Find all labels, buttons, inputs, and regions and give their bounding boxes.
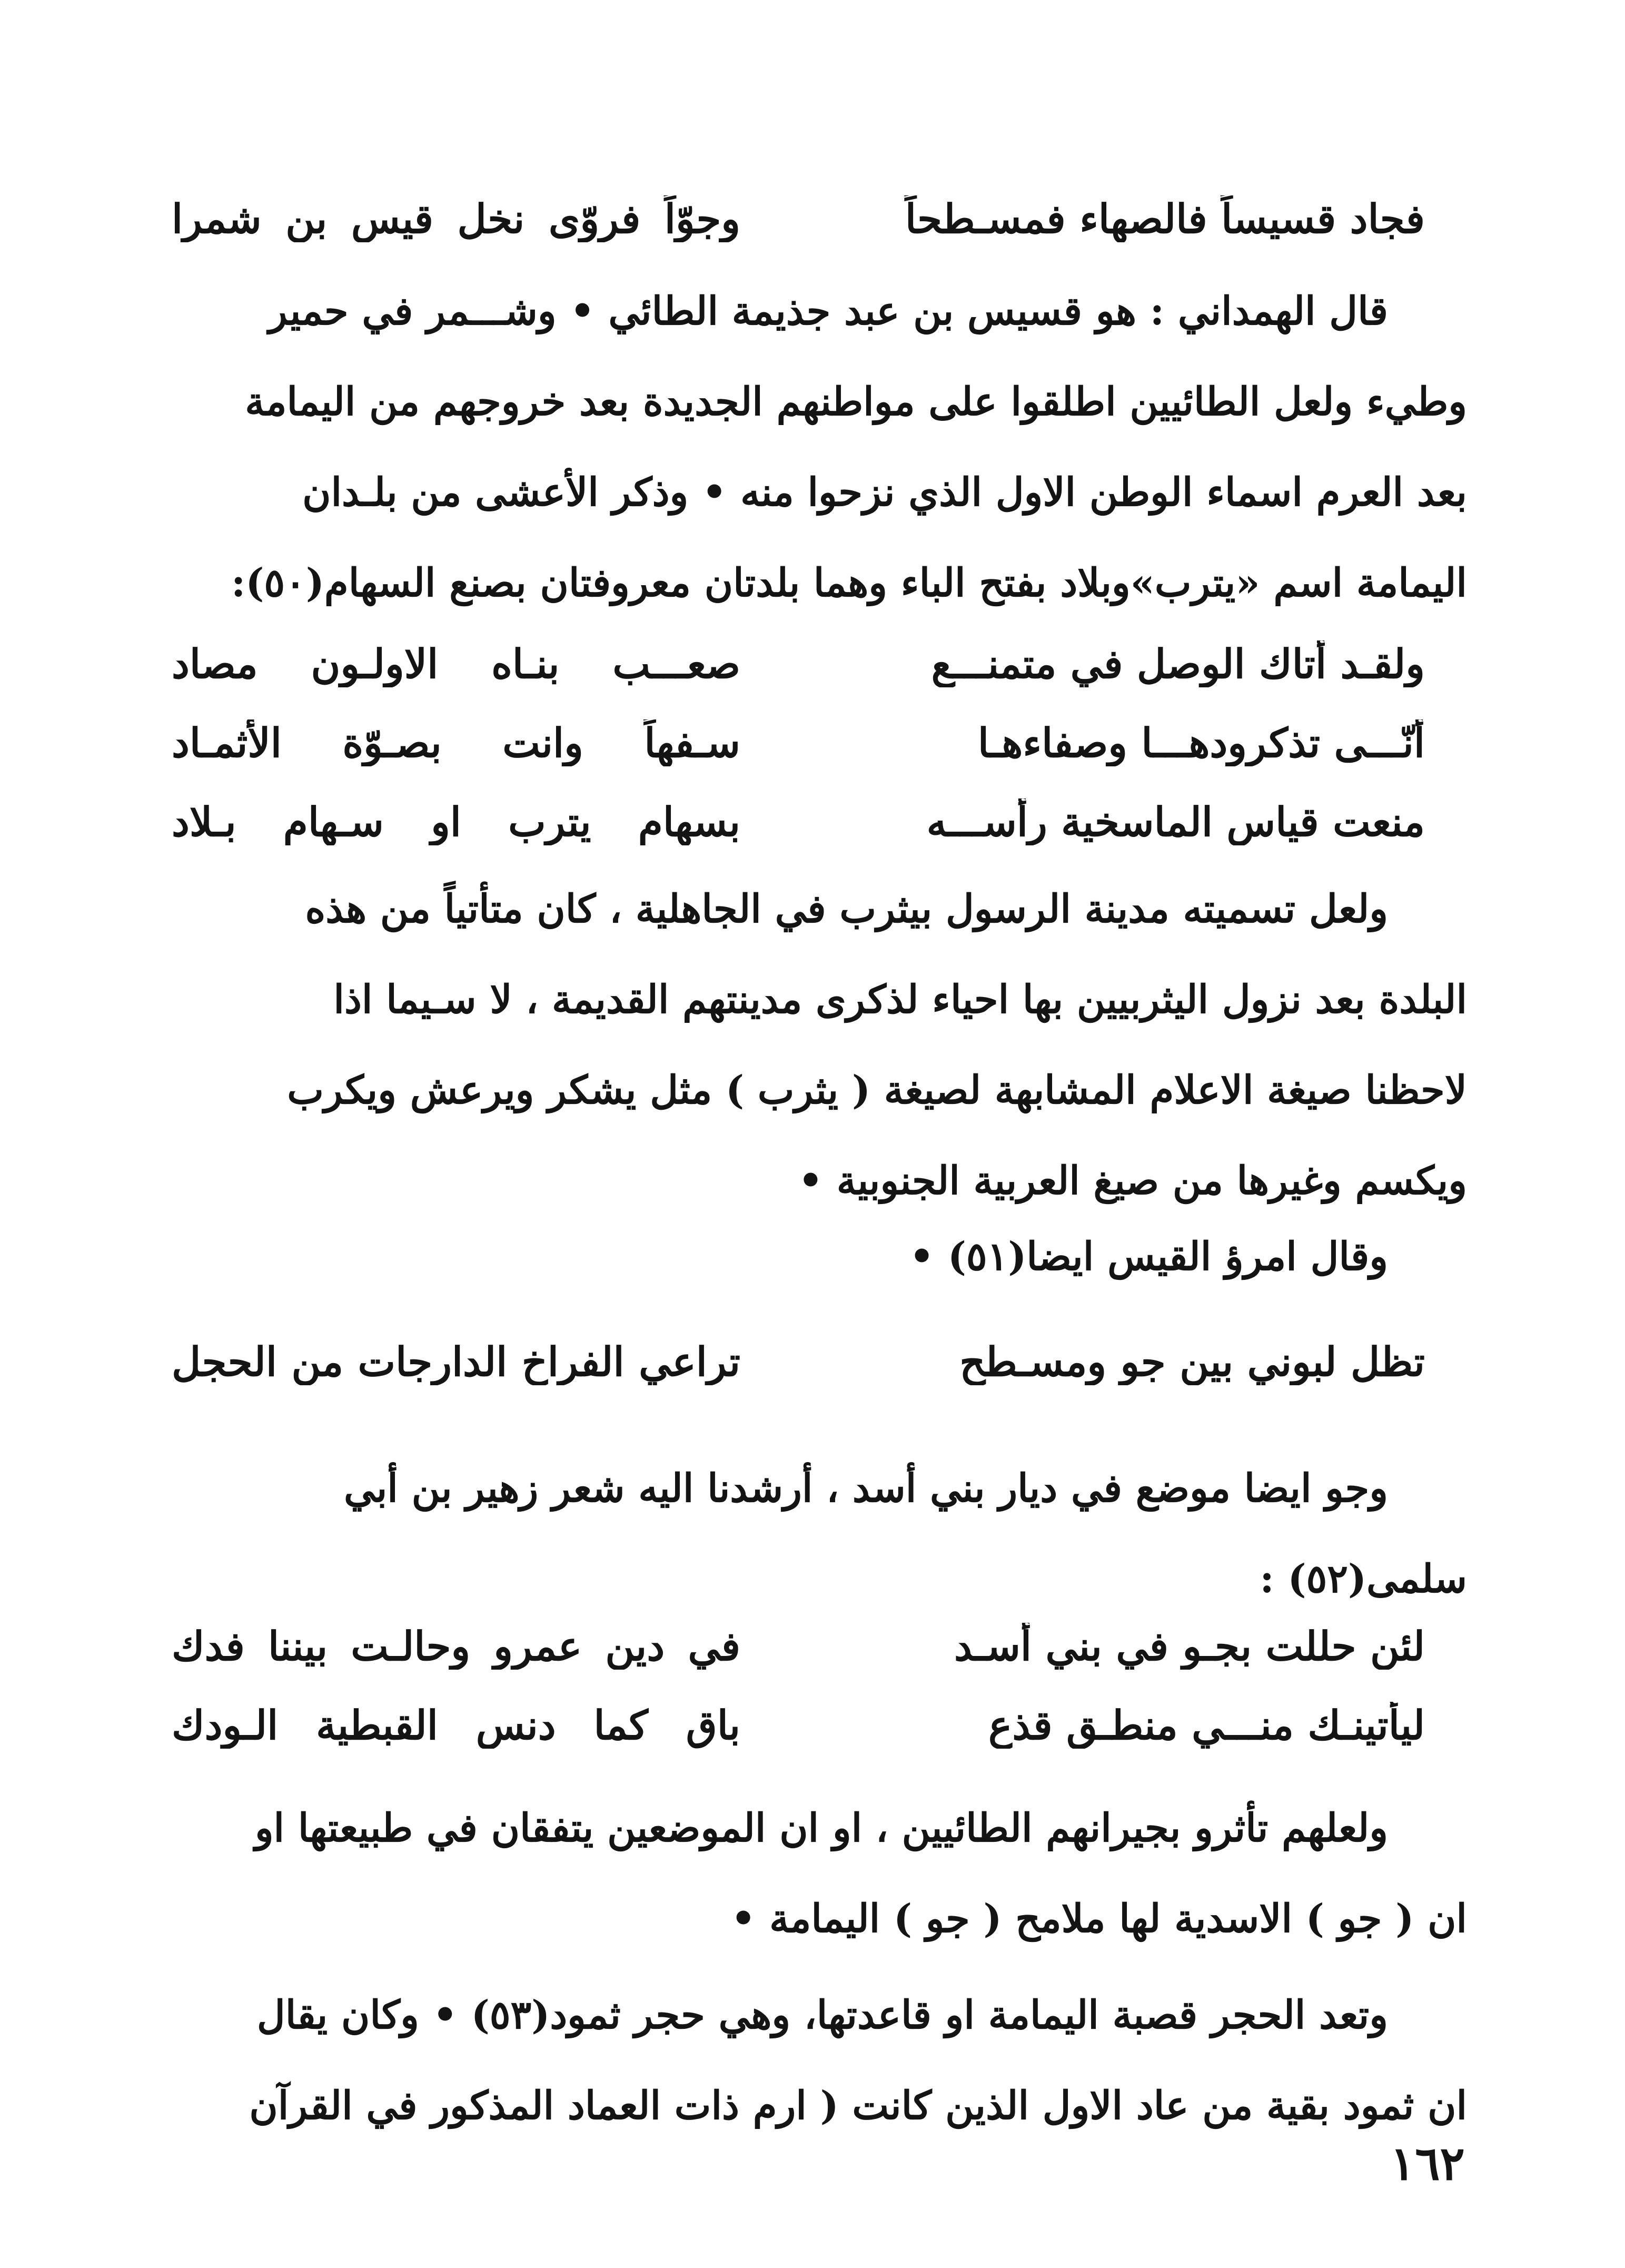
verse-hemistich-first: لئن حللت بجـو في بني أسـد <box>954 1622 1425 1670</box>
text-line: قال الهمداني : هو قسيس بن عبد جذيمة الطائي • وشـــمر في حمير <box>268 289 1388 334</box>
verse-hemistich-second: باق كما دنس القبطية الـودك <box>172 1701 740 1749</box>
verse-block-4 <box>172 1606 1425 1764</box>
verse-hemistich-second: في دين عمرو وحالـت بيننا فدك <box>172 1622 740 1670</box>
paragraph-4 <box>161 1443 1467 1624</box>
verse-hemistich-first: ولقـد أتاك الوصل في متمنـــع <box>931 640 1425 687</box>
paragraph-1 <box>161 266 1467 628</box>
text-line: سلمى(٥٢) : <box>1260 1556 1467 1602</box>
text-line: البلدة بعد نزول اليثربيين بها احياء لذكرى مدينتهم القديمة ، لا سـيما اذا <box>333 977 1467 1022</box>
verse-hemistich-first: منعت قياس الماسخية رأســـه <box>926 798 1425 845</box>
text-line: وتعد الحجر قصبة اليمامة او قاعدتها، وهي حجر ثمود(٥٣) • وكان يقال <box>256 1993 1388 2038</box>
verse-hemistich-first: تظل لبوني بين جو ومسـطح <box>959 1338 1425 1385</box>
verse-row <box>172 1606 1425 1685</box>
verse-hemistich-second: تراعي الفراخ الدارجات من الحجل <box>172 1338 740 1385</box>
paragraph-6 <box>161 1970 1467 2151</box>
text-line: ولعل تسميته مدينة الرسول بيثرب في الجاهلية ، كان متأتياً من هذه <box>305 886 1388 932</box>
text-line: وقال امرؤ القيس ايضا(٥١) • <box>909 1234 1388 1279</box>
text-line: وجو ايضا موضع في ديار بني أسد ، أرشدنا اليه شعر زهير بن أبي <box>344 1466 1388 1511</box>
verse-block-3 <box>172 1322 1425 1401</box>
verse-hemistich-first: ليأتينـك منـــي منطـق قذع <box>988 1701 1425 1749</box>
verse-row <box>172 1685 1425 1764</box>
verse-hemistich-first: أنّـــى تذكرودهـــا وصفاءهـا <box>977 719 1425 766</box>
text-line: ان ( جو ) الاسدية لها ملامح ( جو ) اليمامة • <box>731 1896 1467 1941</box>
verse-row <box>172 179 1425 258</box>
page-number: ١٦٢ <box>1390 2136 1465 2191</box>
verse-hemistich-first: فجاد قسيساً فالصهاء فمسـطحاً <box>905 195 1425 242</box>
verse-row <box>172 782 1425 861</box>
verse-hemistich-second: بسهام يترب او سـهام بـلاد <box>172 798 740 845</box>
paragraph-2 <box>161 864 1467 1226</box>
text-line: ويكسم وغيرها من صيغ العربية الجنوبية • <box>798 1158 1467 1204</box>
text-line: ولعلهم تأثرو بجيرانهم الطائيين ، او ان الموضعين يتفقان في طبيعتها او <box>254 1806 1388 1851</box>
text-line: اليمامة اسم «يترب»وبلاد بفتح الباء وهما بلدتان معروفتان بصنع السهام(٥٠): <box>231 560 1467 606</box>
paragraph-3 <box>161 1211 1467 1302</box>
verse-block-1 <box>172 179 1425 258</box>
text-line: ان ثمود بقية من عاد الاول الذين كانت ( ارم ذات العماد المذكور في القرآن <box>249 2083 1467 2128</box>
text-line: لاحظنا صيغة الاعلام المشابهة لصيغة ( يثرب ) مثل يشكر ويرعش ويكرب <box>287 1068 1467 1113</box>
verse-hemistich-second: وجوّاً فروّى نخل قيس بن شمرا <box>172 195 740 242</box>
text-line: بعد العرم اسماء الوطن الاول الذي نزحوا منه • وذكر الأعشى من بلـدان <box>302 470 1467 515</box>
verse-block-2 <box>172 624 1425 861</box>
verse-hemistich-second: سـفهاً وانت بصـوّة الأثمـاد <box>172 719 740 766</box>
verse-row <box>172 1322 1425 1401</box>
verse-row <box>172 624 1425 703</box>
paragraph-5 <box>161 1783 1467 1964</box>
text-line: وطيء ولعل الطائيين اطلقوا على مواطنهم الجديدة بعد خروجهم من اليمامة <box>245 379 1467 425</box>
verse-hemistich-second: صعـــب بنـاه الاولـون مصاد <box>172 640 740 687</box>
verse-row <box>172 703 1425 782</box>
